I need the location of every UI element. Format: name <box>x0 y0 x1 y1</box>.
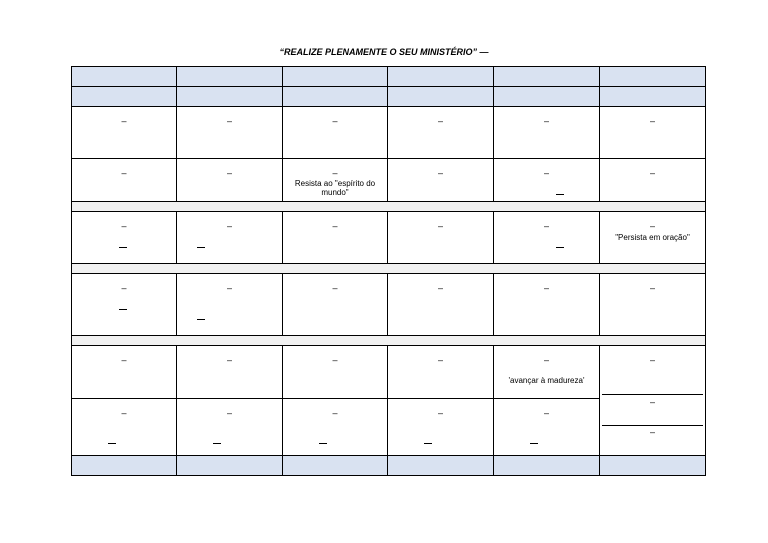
dash-mark: – <box>332 221 338 231</box>
table-cell <box>283 159 388 202</box>
table-cell <box>388 212 494 264</box>
footer-cell <box>494 456 600 476</box>
note-maturity: 'avançar à madureza' <box>508 376 585 385</box>
dash-mark: – <box>332 355 338 365</box>
dash-mark: – <box>543 408 549 418</box>
blank-underline <box>530 443 538 444</box>
dash-mark: – <box>649 355 655 365</box>
table-cell <box>494 212 600 264</box>
header-row-2 <box>72 87 706 107</box>
table-cell <box>388 346 494 399</box>
dash-mark: – <box>121 283 127 293</box>
header-cell <box>72 67 177 87</box>
table-cell <box>388 274 494 336</box>
table-cell <box>177 346 283 399</box>
table-cell <box>72 399 177 456</box>
dash-mark: – <box>226 355 232 365</box>
blank-underline <box>424 443 432 444</box>
dash-mark: – <box>649 168 655 178</box>
dash-mark: – <box>437 283 443 293</box>
table-cell <box>283 274 388 336</box>
dash-mark: – <box>543 283 549 293</box>
table-row <box>72 159 706 202</box>
header-cell <box>600 67 706 87</box>
blank-underline <box>108 443 116 444</box>
table-cell <box>283 399 388 456</box>
table-cell <box>177 212 283 264</box>
table-cell <box>388 159 494 202</box>
footer-cell <box>283 456 388 476</box>
table-cell <box>600 274 706 336</box>
table-cell <box>494 159 600 202</box>
note-world: Resista ao "espírito do mundo" <box>294 179 376 197</box>
header-cell <box>72 87 177 107</box>
blank-underline <box>556 247 564 248</box>
dash-mark: – <box>226 283 232 293</box>
table-cell <box>72 159 177 202</box>
table-row <box>72 274 706 336</box>
table-cell <box>177 399 283 456</box>
table-cell <box>600 107 706 159</box>
separator-cell <box>72 202 706 212</box>
dash-mark: – <box>649 397 655 407</box>
dash-mark: – <box>226 168 232 178</box>
dash-mark: – <box>649 221 655 231</box>
table-cell <box>494 107 600 159</box>
footer-cell <box>388 456 494 476</box>
blank-underline <box>556 194 564 195</box>
table-cell <box>494 346 600 399</box>
dash-mark: – <box>332 408 338 418</box>
separator-cell <box>72 336 706 346</box>
dash-mark: – <box>121 116 127 126</box>
header-row-1 <box>72 67 706 87</box>
dash-mark: – <box>437 408 443 418</box>
table-cell <box>600 159 706 202</box>
plan-table <box>71 66 706 476</box>
blank-underline <box>119 309 127 310</box>
dash-mark: – <box>332 283 338 293</box>
header-cell <box>177 67 283 87</box>
dash-mark: – <box>437 116 443 126</box>
header-cell <box>494 67 600 87</box>
header-cell <box>600 87 706 107</box>
dash-mark: – <box>649 427 655 437</box>
header-cell <box>177 87 283 107</box>
separator-cell <box>72 264 706 274</box>
divider-line <box>602 425 703 426</box>
table-cell <box>283 107 388 159</box>
table-cell <box>72 212 177 264</box>
table-cell <box>177 107 283 159</box>
table-cell <box>177 159 283 202</box>
dash-mark: – <box>437 168 443 178</box>
separator-row <box>72 202 706 212</box>
dash-mark: – <box>649 116 655 126</box>
blank-underline <box>319 443 327 444</box>
header-cell <box>388 67 494 87</box>
header-cell <box>494 87 600 107</box>
dash-mark: – <box>121 408 127 418</box>
footer-cell <box>600 456 706 476</box>
divider-line <box>602 394 703 395</box>
blank-underline <box>197 319 205 320</box>
dash-mark: – <box>332 168 338 178</box>
table-row <box>72 346 706 399</box>
header-cell <box>388 87 494 107</box>
table-cell <box>600 212 706 264</box>
table-cell <box>283 212 388 264</box>
table-cell <box>72 346 177 399</box>
dash-mark: – <box>543 116 549 126</box>
header-cell <box>283 87 388 107</box>
table-row <box>72 212 706 264</box>
dash-mark: – <box>226 116 232 126</box>
document-title: “REALIZE PLENAMENTE O SEU MINISTÉRIO” — <box>279 47 489 57</box>
table-cell <box>388 399 494 456</box>
table-cell <box>600 346 706 456</box>
footer-cell <box>177 456 283 476</box>
dash-mark: – <box>121 168 127 178</box>
blank-underline <box>119 247 127 248</box>
table-cell <box>177 274 283 336</box>
footer-cell <box>72 456 177 476</box>
dash-mark: – <box>226 408 232 418</box>
dash-mark: – <box>543 221 549 231</box>
dash-mark: – <box>543 168 549 178</box>
dash-mark: – <box>543 355 549 365</box>
table-cell <box>494 274 600 336</box>
dash-mark: – <box>226 221 232 231</box>
dash-mark: – <box>121 221 127 231</box>
note-prayer: "Persista em oração" <box>615 233 690 242</box>
table-cell <box>388 107 494 159</box>
table-cell <box>72 274 177 336</box>
dash-mark: – <box>437 221 443 231</box>
table-cell <box>494 399 600 456</box>
separator-row <box>72 336 706 346</box>
dash-mark: – <box>121 355 127 365</box>
dash-mark: – <box>649 283 655 293</box>
table-cell <box>283 346 388 399</box>
header-cell <box>283 67 388 87</box>
footer-row <box>72 456 706 476</box>
dash-mark: – <box>437 355 443 365</box>
table-cell <box>72 107 177 159</box>
blank-underline <box>213 443 221 444</box>
separator-row <box>72 264 706 274</box>
blank-underline <box>197 247 205 248</box>
table-row <box>72 107 706 159</box>
dash-mark: – <box>332 116 338 126</box>
